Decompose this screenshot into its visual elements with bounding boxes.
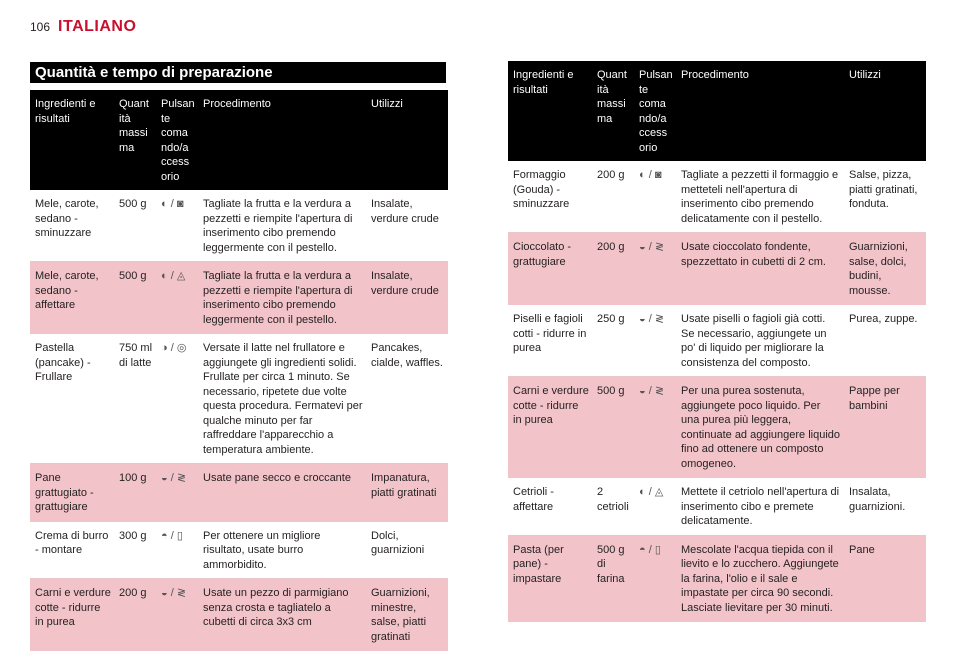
header-quantity: Quant ità massi ma <box>114 90 156 190</box>
cell-ingredient: Mele, carote, sedano - sminuzzare <box>30 190 114 262</box>
header-use: Utilizzi <box>844 61 926 161</box>
cell-use: Pane <box>844 535 926 622</box>
cell-procedure: Usate piselli o fagioli già cotti. Se necessario, aggiungete un po' di liquido per migliorare la consistenza del composto. <box>676 305 844 377</box>
header-ingredient: Ingredienti e risultati <box>30 90 114 190</box>
header-quantity: Quant ità massi ma <box>592 61 634 161</box>
cell-use: Impanatura, piatti gratinati <box>366 464 448 522</box>
cell-use: Pappe per bambini <box>844 377 926 478</box>
cell-ingredient: Pasta (per pane) - impastare <box>508 535 592 622</box>
cell-procedure: Tagliate la frutta e la verdura a pezzetti e riempite l'apertura di inserimento cibo premendo leggermente con il pestello. <box>198 190 366 262</box>
cell-quantity: 750 ml di latte <box>114 334 156 464</box>
cell-quantity: 100 g <box>114 464 156 522</box>
table-row <box>30 579 448 651</box>
speed-accessory-icon: ◒ / ≷ <box>634 305 676 377</box>
cell-use: Purea, zuppe. <box>844 305 926 377</box>
table-row <box>508 305 926 377</box>
speed-accessory-icon: ◒ / ≷ <box>634 233 676 305</box>
cell-use: Guarnizioni, salse, dolci, budini, mousse. <box>844 233 926 305</box>
cell-procedure: Usate un pezzo di parmigiano senza crosta e tagliatelo a cubetti di circa 3x3 cm <box>198 579 366 651</box>
table-row <box>508 535 926 622</box>
cell-procedure: Mettete il cetriolo nell'apertura di inserimento cibo e premete delicatamente. <box>676 478 844 536</box>
speed-accessory-icon: ◐ / ◬ <box>634 478 676 536</box>
header-use: Utilizzi <box>366 90 448 190</box>
cell-ingredient: Mele, carote, sedano - affettare <box>30 262 114 334</box>
speed-accessory-icon: ◓ / ▯ <box>634 535 676 622</box>
cell-use: Salse, pizza, piatti gratinati, fonduta. <box>844 161 926 233</box>
table-row <box>508 161 926 233</box>
speed-accessory-icon: ◓ / ▯ <box>156 521 198 579</box>
cell-quantity: 300 g <box>114 521 156 579</box>
header-procedure: Procedimento <box>676 61 844 161</box>
cell-quantity: 500 g <box>114 262 156 334</box>
speed-accessory-icon: ◑ / ◎ <box>156 334 198 464</box>
speed-accessory-icon: ◒ / ≷ <box>634 377 676 478</box>
cell-ingredient: Pane grattugiato - grattugiare <box>30 464 114 522</box>
page-header <box>30 18 136 36</box>
table-row <box>30 262 448 334</box>
table-header-row <box>30 90 448 190</box>
cell-quantity: 2 cetrioli <box>592 478 634 536</box>
table-row <box>508 377 926 478</box>
cell-procedure: Per ottenere un migliore risultato, usate burro ammorbidito. <box>198 521 366 579</box>
preparation-table-left <box>30 90 448 651</box>
preparation-table-right <box>508 61 926 622</box>
section-title: Quantità e tempo di preparazione <box>30 62 446 83</box>
cell-procedure: Tagliate a pezzetti il formaggio e metteteli nell'apertura di inserimento cibo premendo delicatamente con il pestello. <box>676 161 844 233</box>
cell-use: Guarnizioni, minestre, salse, piatti gratinati <box>366 579 448 651</box>
table-header-row <box>508 61 926 161</box>
header-button: Pulsan te coma ndo/a ccess orio <box>634 61 676 161</box>
speed-accessory-icon: ◐ / ◙ <box>156 190 198 262</box>
cell-procedure: Mescolate l'acqua tiepida con il lievito e lo zucchero. Aggiungete la farina, l'olio e il sale e impastate per circa 90 secondi. Lasciate lievitare per 30 minuti. <box>676 535 844 622</box>
cell-use: Pancakes, cialde, waffles. <box>366 334 448 464</box>
cell-quantity: 200 g <box>592 233 634 305</box>
cell-quantity: 200 g <box>592 161 634 233</box>
cell-quantity: 500 g <box>114 190 156 262</box>
cell-ingredient: Formaggio (Gouda) - sminuzzare <box>508 161 592 233</box>
cell-use: Insalate, verdure crude <box>366 190 448 262</box>
language-title: ITALIANO <box>58 18 137 35</box>
cell-ingredient: Carni e verdure cotte - ridurre in purea <box>30 579 114 651</box>
speed-accessory-icon: ◐ / ◙ <box>634 161 676 233</box>
cell-quantity: 200 g <box>114 579 156 651</box>
cell-use: Insalata, guarnizioni. <box>844 478 926 536</box>
cell-procedure: Usate pane secco e croccante <box>198 464 366 522</box>
cell-use: Dolci, guarnizioni <box>366 521 448 579</box>
cell-ingredient: Pastella (pancake) - Frullare <box>30 334 114 464</box>
cell-quantity: 500 g <box>592 377 634 478</box>
speed-accessory-icon: ◐ / ◬ <box>156 262 198 334</box>
cell-procedure: Usate cioccolato fondente, spezzettato in cubetti di 2 cm. <box>676 233 844 305</box>
cell-quantity: 500 g di farina <box>592 535 634 622</box>
header-procedure: Procedimento <box>198 90 366 190</box>
cell-ingredient: Cetrioli - affettare <box>508 478 592 536</box>
header-ingredient: Ingredienti e risultati <box>508 61 592 161</box>
table-row <box>508 478 926 536</box>
cell-use: Insalate, verdure crude <box>366 262 448 334</box>
cell-ingredient: Carni e verdure cotte - ridurre in purea <box>508 377 592 478</box>
table-row <box>30 464 448 522</box>
table-row <box>508 233 926 305</box>
speed-accessory-icon: ◒ / ≷ <box>156 464 198 522</box>
cell-procedure: Versate il latte nel frullatore e aggiungete gli ingredienti solidi. Frullate per circa 1 minuto. Se necessario, ripetete due volte questa procedura. Fermatevi per qualche minuto per far raffreddare l'apparecchio a temperatura ambiente. <box>198 334 366 464</box>
header-button: Pulsan te coma ndo/a ccess orio <box>156 90 198 190</box>
table-row <box>30 334 448 464</box>
cell-ingredient: Cioccolato - grattugiare <box>508 233 592 305</box>
cell-procedure: Per una purea sostenuta, aggiungete poco liquido. Per una purea più leggera, continuate ad aggiungere liquido fino ad ottenere un composto omogeneo. <box>676 377 844 478</box>
cell-procedure: Tagliate la frutta e la verdura a pezzetti e riempite l'apertura di inserimento cibo premendo leggermente con il pestello. <box>198 262 366 334</box>
table-row <box>30 521 448 579</box>
page-number: 106 <box>30 20 51 34</box>
speed-accessory-icon: ◒ / ≷ <box>156 579 198 651</box>
table-row <box>30 190 448 262</box>
cell-quantity: 250 g <box>592 305 634 377</box>
cell-ingredient: Crema di burro - montare <box>30 521 114 579</box>
cell-ingredient: Piselli e fagioli cotti - ridurre in purea <box>508 305 592 377</box>
